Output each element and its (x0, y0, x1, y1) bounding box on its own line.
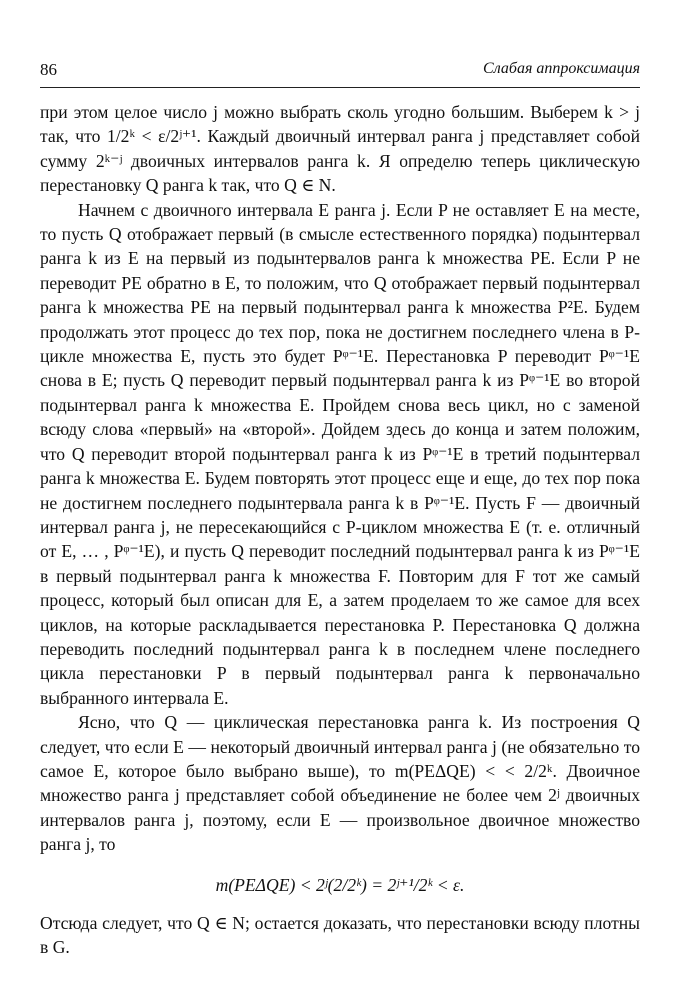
page-body (40, 100, 640, 960)
page-number: 86 (40, 60, 57, 79)
paragraph-construction: Начнем с двоичного интервала E ранга j. Если P не оставляет E на месте, то пусть Q отображает первый (в смысле естественного порядка) подынтервал ранга k из E на первый из подынтервалов ранга k множества PE. Если P не переводит PE обратно в E, то положим, что Q отображает первый подынтервал ранга k множества PE на первый подынтервал ранга k множества P²E. Будем продолжать этот процесс до тех пор, пока не достигнем последнего члена в P-цикле множества E, пусть это будет Pᵠ⁻¹E. Перестановка P переводит Pᵠ⁻¹E снова в E; пусть Q переводит первый подынтервал ранга k из Pᵠ⁻¹E во второй подынтервал ранга k множества E. Пройдем снова весь цикл, но с заменой всюду слова «первый» на «второй». Дойдем здесь до конца и затем положим, что Q переводит второй подынтервал ранга k из Pᵠ⁻¹E в третий подынтервал ранга k множества E. Будем повторять этот процесс еще и еще, до тех пор пока не достигнем последнего подынтервала ранга k в Pᵠ⁻¹E. Пусть F — двоичный интервал ранга j, не пересекающийся с P-циклом множества E (т. е. отличный от E, … , Pᵠ⁻¹E), и пусть Q переводит последний подынтервал ранга k из Pᵠ⁻¹E в первый подынтервал ранга k множества F. Повторим для F тот же самый процесс, который был описан для E, а затем проделаем то же самое для всех циклов, на которые раскладывается перестановка P. Перестановка Q должна переводить последний подынтервал ранга k в последнем члене последнего цикла перестановки P в первый подынтервал ранга k первоначально выбранного интервала E. (40, 199, 640, 708)
display-formula: m(PEΔQE) < 2ʲ(2/2ᵏ) = 2ʲ⁺¹/2ᵏ < ε. (215, 874, 465, 895)
paragraph-conclusion: Отсюда следует, что Q ∈ N; остается доказать, что перестановки всюду плотны в G. (40, 913, 640, 958)
page-header (40, 60, 640, 84)
paragraph-estimate: Ясно, что Q — циклическая перестановка ранга k. Из построения Q следует, что если E — некоторый двоичный интервал ранга j (не обязательно то самое E, которое было выбрано выше), то m(PEΔQE) < < 2/2ᵏ. Двоичное множество ранга j представляет собой объединение не более чем 2ʲ двоичных интервалов ранга j, поэтому, если E — произвольное двоичное множество ранга j, то (40, 712, 640, 855)
running-title: Слабая аппроксимация (483, 60, 640, 77)
header-rule (40, 87, 640, 88)
paragraph-continuation: при этом целое число j можно выбрать сколь угодно большим. Выберем k > j так, что 1/2ᵏ < ε/2ʲ⁺¹. Каждый двоичный интервал ранга j представляет собой сумму 2ᵏ⁻ʲ двоичных интервалов ранга k. Я определю теперь циклическую перестановку Q ранга k так, что Q ∈ N. (40, 102, 640, 196)
